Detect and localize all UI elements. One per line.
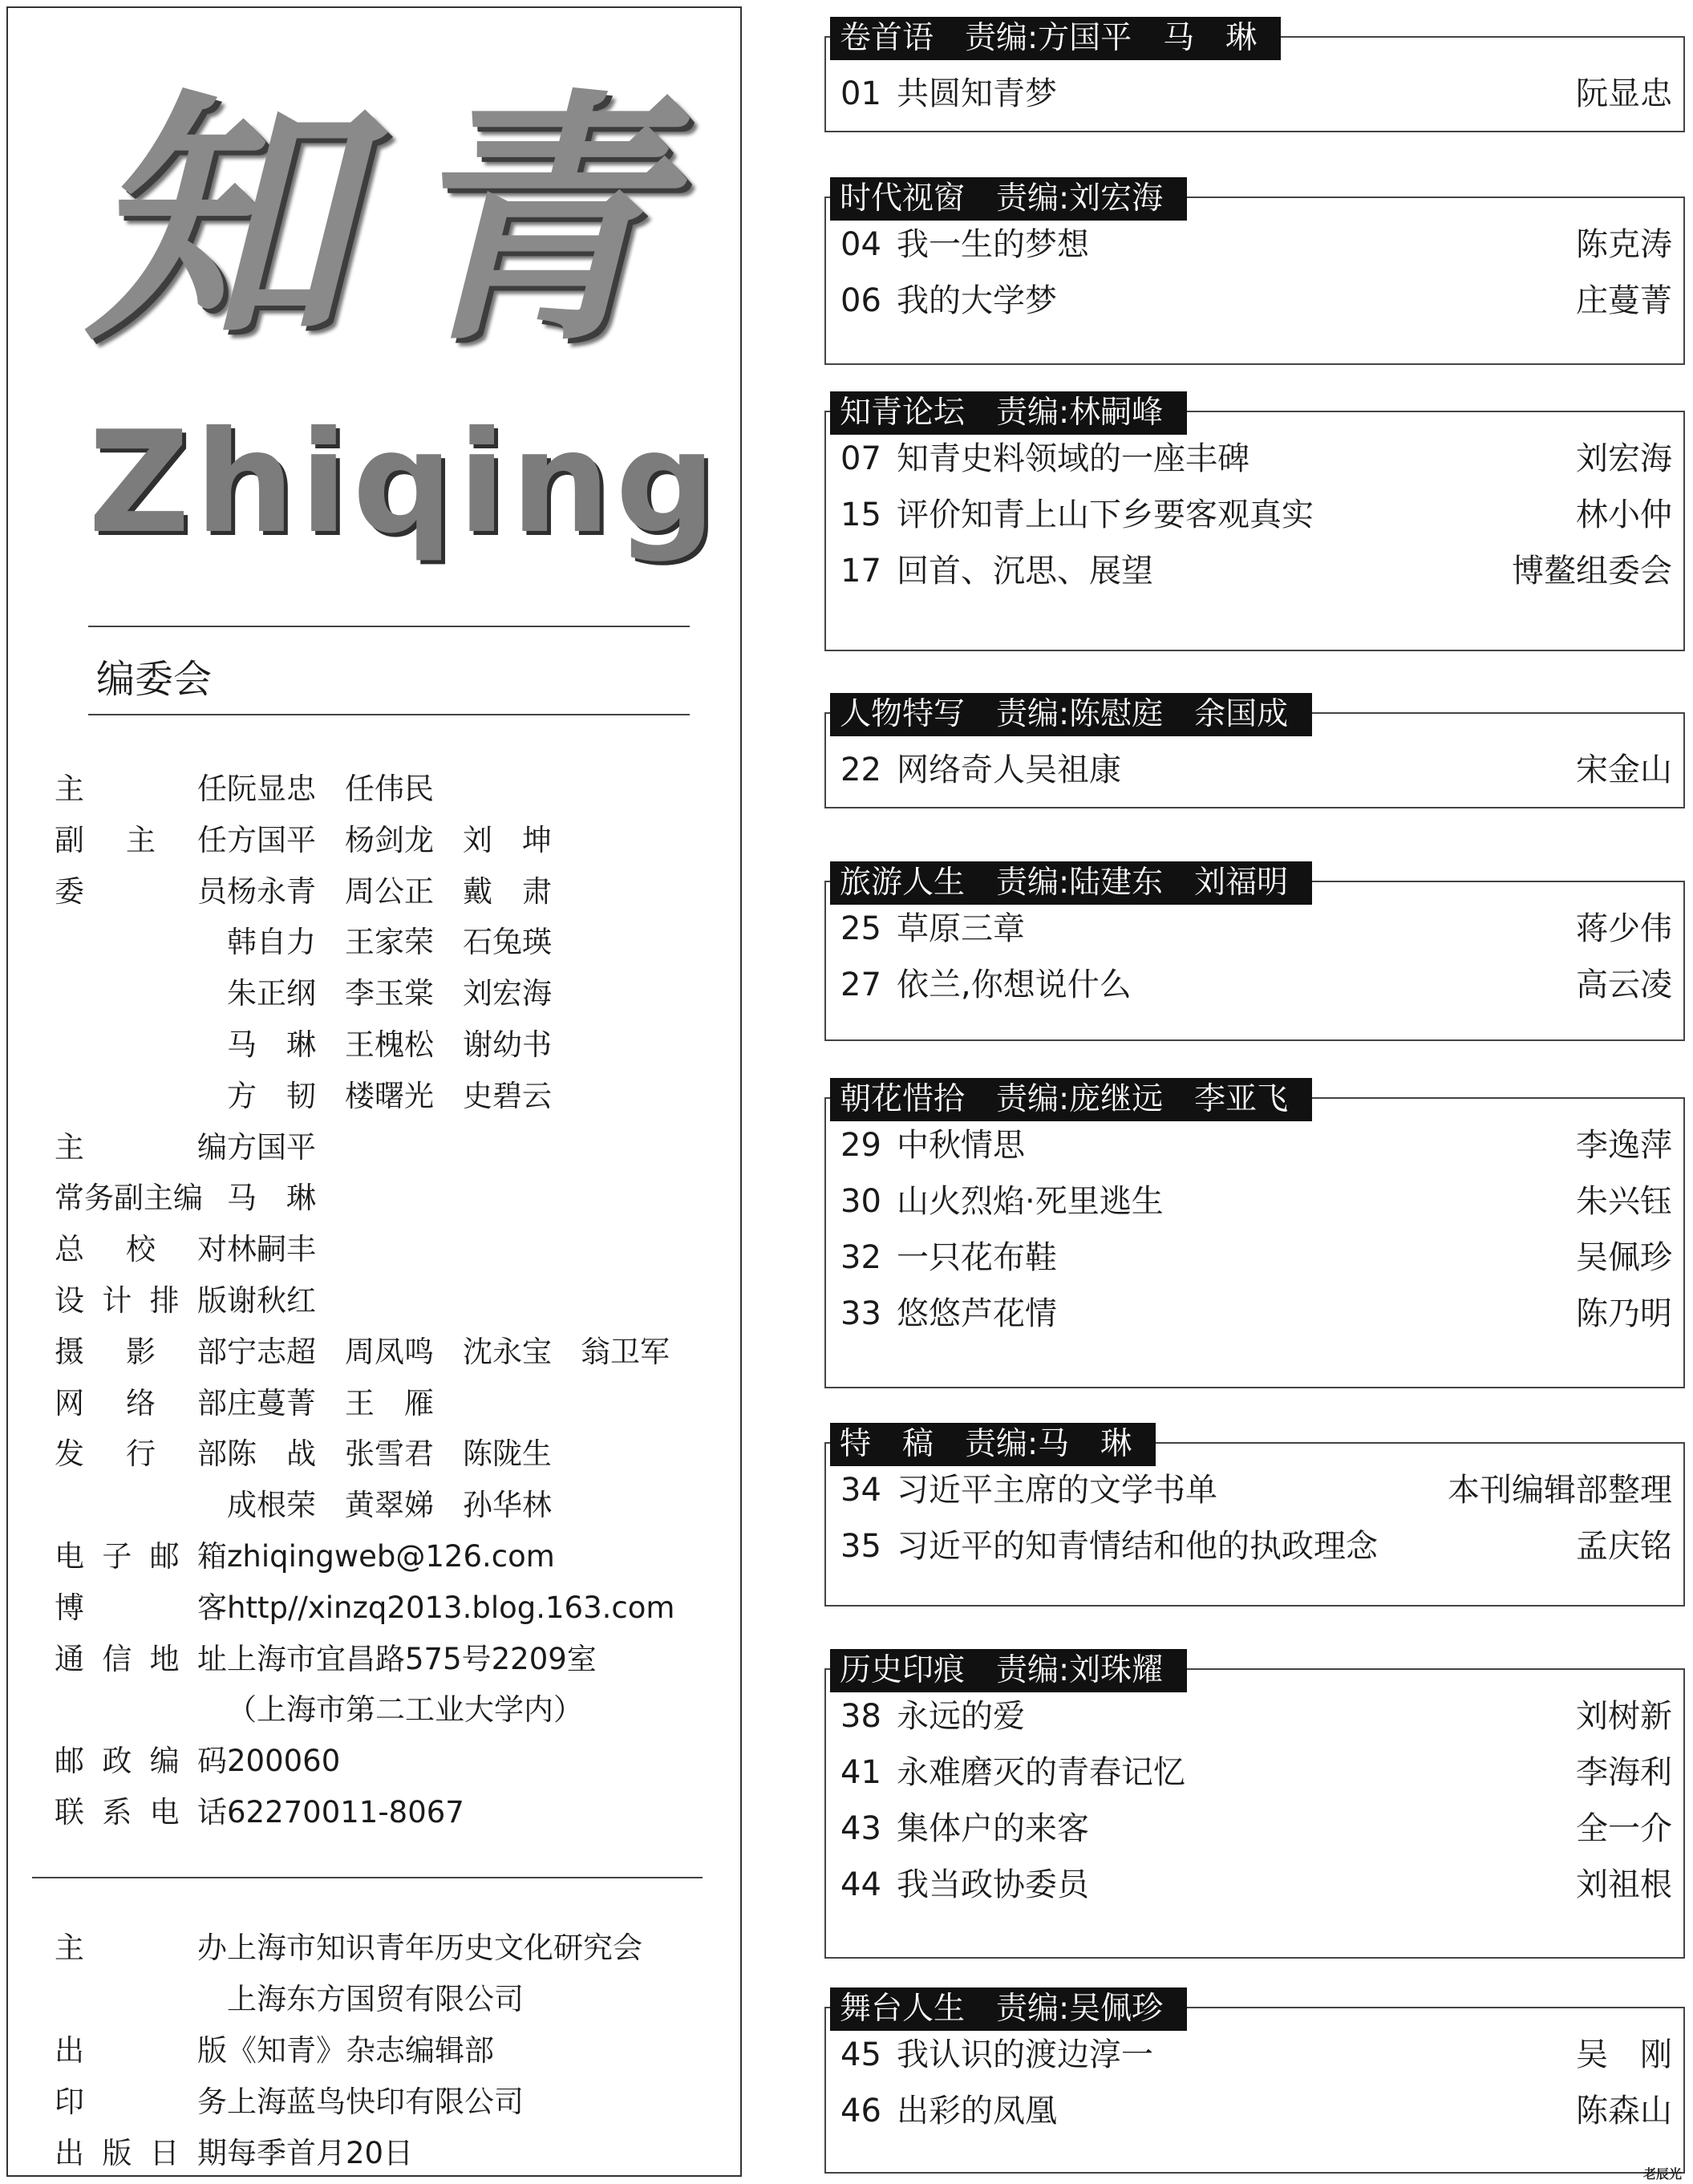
toc-entry[interactable] <box>840 966 1672 1003</box>
staff-names <box>227 1129 345 1165</box>
entry-title: 出彩的凤凰 <box>897 2093 1057 2129</box>
entry-author: 刘祖根 <box>1576 1866 1672 1903</box>
staff-role <box>55 1984 227 2014</box>
entry-page: 44 <box>840 1866 881 1903</box>
entry-author: 博鳌组委会 <box>1512 553 1672 590</box>
staff-names <box>227 1641 626 1676</box>
entry-title: 山火烈焰·死里逃生 <box>897 1183 1164 1220</box>
section-label: 朝花惜拾 责编:庞继远 李亚飞 <box>830 1078 1312 1121</box>
staff-name: 杨剑龙 <box>345 822 434 857</box>
staff-names <box>227 1027 581 1062</box>
staff-row <box>55 1436 581 1472</box>
staff-name: 庄蔓菁 <box>227 1385 316 1420</box>
staff-name: 翁卫军 <box>581 1334 670 1369</box>
entry-author: 林小仲 <box>1576 496 1672 533</box>
staff-name: 黄翠娣 <box>345 1488 434 1523</box>
staff-row <box>55 1232 345 1267</box>
entry-page: 04 <box>840 226 881 263</box>
staff-names <box>227 1436 581 1472</box>
entry-author: 吴佩珍 <box>1576 1239 1672 1276</box>
staff-role: 邮 政 编 码 <box>55 1744 227 1779</box>
staff-row <box>55 1692 612 1728</box>
staff-row <box>55 1283 345 1318</box>
toc-entry[interactable] <box>840 1127 1672 1164</box>
staff-name: 刘 坤 <box>463 822 552 857</box>
entry-title: 我一生的梦想 <box>897 226 1089 263</box>
staff-role: 通 信 地 址 <box>55 1641 227 1676</box>
masthead-panel <box>6 6 742 2177</box>
staff-role <box>55 1490 227 1520</box>
staff-row <box>55 1797 493 1827</box>
staff-names <box>227 1539 584 1574</box>
entry-title: 评价知青上山下乡要客观真实 <box>897 496 1314 533</box>
staff-name: 成根荣 <box>227 1488 316 1523</box>
toc-entry[interactable] <box>840 1810 1672 1847</box>
staff-row <box>55 1590 703 1625</box>
toc-section <box>824 696 1685 808</box>
staff-names <box>227 1744 369 1779</box>
entry-author: 陈乃明 <box>1576 1295 1672 1332</box>
entry-page: 17 <box>840 553 881 590</box>
staff-role: 博 客 <box>55 1590 227 1625</box>
entry-title: 永远的爱 <box>897 1698 1025 1735</box>
staff-names <box>227 1181 345 1216</box>
entry-author: 李海利 <box>1576 1754 1672 1791</box>
entry-page: 33 <box>840 1295 881 1332</box>
toc-section <box>824 865 1685 1041</box>
entry-author: 陈森山 <box>1576 2093 1672 2129</box>
entry-title: 知青史料领域的一座丰碑 <box>897 440 1249 477</box>
staff-names <box>227 1692 612 1728</box>
toc-entry[interactable] <box>840 440 1672 477</box>
staff-name: 陈陇生 <box>463 1436 552 1472</box>
staff-role: 委 员 <box>55 873 227 909</box>
staff-names <box>227 822 581 857</box>
staff-names <box>227 1797 493 1827</box>
toc-section <box>824 1991 1685 2174</box>
staff-name: 宁志超 <box>227 1334 316 1369</box>
toc-entry[interactable] <box>840 754 1672 786</box>
staff-names <box>227 1933 671 1963</box>
staff-name: 李玉棠 <box>345 976 434 1011</box>
staff-name: 上海市宜昌路575号2209室 <box>227 1641 597 1676</box>
staff-name: 陈 战 <box>227 1436 316 1472</box>
entry-page: 22 <box>840 752 881 788</box>
toc-section <box>824 1426 1685 1607</box>
toc-entry[interactable] <box>840 75 1672 112</box>
staff-name: 上海东方国贸有限公司 <box>227 1982 524 2016</box>
section-label: 知青论坛 责编:林嗣峰 <box>830 391 1187 435</box>
staff-name: 史碧云 <box>463 1078 552 1113</box>
staff-row <box>55 1181 345 1216</box>
staff-names <box>227 1488 581 1523</box>
staff-role: 印 务 <box>55 2085 227 2119</box>
staff-name: 周公正 <box>345 873 434 909</box>
staff-names <box>227 2138 442 2168</box>
staff-role: 总 校 对 <box>55 1232 227 1267</box>
staff-role: 主 办 <box>55 1931 227 1965</box>
section-label: 时代视窗 责编:刘宏海 <box>830 177 1187 221</box>
entry-title: 习近平的知青情结和他的执政理念 <box>897 1528 1378 1565</box>
entry-title: 中秋情思 <box>897 1127 1025 1164</box>
entry-page: 07 <box>840 440 881 477</box>
entry-author: 陈克涛 <box>1576 226 1672 263</box>
staff-row <box>55 1744 369 1779</box>
entry-page: 25 <box>840 910 881 947</box>
staff-role <box>55 1695 227 1724</box>
toc-section <box>824 20 1685 132</box>
staff-name: 刘宏海 <box>463 976 552 1011</box>
staff-row <box>55 2087 553 2117</box>
staff-name: 马 琳 <box>227 1181 316 1216</box>
staff-role: 联 系 电 话 <box>55 1795 227 1829</box>
entry-title: 依兰,你想说什么 <box>897 966 1132 1003</box>
staff-name: 谢幼书 <box>463 1027 552 1062</box>
entry-author: 朱兴钰 <box>1576 1183 1672 1220</box>
entry-title: 集体户的来客 <box>897 1810 1089 1847</box>
entry-author: 李逸萍 <box>1576 1127 1672 1164</box>
entry-page: 34 <box>840 1472 881 1509</box>
toc-section <box>824 1081 1685 1388</box>
staff-name: 62270011-8067 <box>227 1795 464 1829</box>
entry-title: 我的大学梦 <box>897 282 1057 319</box>
staff-names <box>227 774 463 804</box>
staff-row <box>55 1027 581 1062</box>
toc-entry[interactable] <box>840 1185 1672 1218</box>
entry-author: 刘宏海 <box>1576 440 1672 477</box>
toc-entry[interactable] <box>840 1295 1672 1332</box>
staff-names <box>227 1385 463 1420</box>
staff-name: 王 雁 <box>345 1385 434 1420</box>
entry-author: 高云凌 <box>1576 966 1672 1003</box>
staff-name: 王家荣 <box>345 925 434 960</box>
staff-role: 电 子 邮 箱 <box>55 1539 227 1574</box>
staff-row <box>55 1078 581 1113</box>
entry-title: 我当政协委员 <box>897 1866 1089 1903</box>
staff-names <box>227 2033 523 2068</box>
staff-role: 主 编 <box>55 1129 227 1165</box>
toc-entry[interactable] <box>840 1866 1672 1903</box>
board-title: 编委会 <box>96 657 213 702</box>
toc-entry[interactable] <box>840 226 1672 263</box>
entry-page: 30 <box>840 1183 881 1220</box>
divider <box>88 714 690 715</box>
staff-names <box>227 1078 581 1113</box>
toc-entry[interactable] <box>840 553 1672 590</box>
staff-name: 沈永宝 <box>463 1334 552 1369</box>
logo-chinese: 知青 <box>84 65 710 376</box>
staff-name: 张雪君 <box>345 1436 434 1472</box>
entry-title: 一只花布鞋 <box>897 1239 1057 1276</box>
staff-name: 石兔瑛 <box>463 925 552 960</box>
staff-role <box>55 927 227 957</box>
staff-role <box>55 1081 227 1111</box>
entry-page: 29 <box>840 1127 881 1164</box>
entry-author: 庄蔓菁 <box>1576 282 1672 319</box>
section-label: 舞台人生 责编:吴佩珍 <box>830 1987 1187 2031</box>
entry-title: 永难磨灭的青春记忆 <box>897 1754 1185 1791</box>
staff-role <box>55 979 227 1008</box>
staff-role: 副 主 任 <box>55 822 227 857</box>
section-label: 历史印痕 责编:刘珠耀 <box>830 1649 1187 1692</box>
section-label: 卷首语 责编:方国平 马 琳 <box>830 17 1281 60</box>
staff-row <box>55 1984 553 2014</box>
staff-names <box>227 976 581 1011</box>
entry-title: 悠悠芦花情 <box>897 1295 1057 1332</box>
staff-row <box>55 774 463 804</box>
entry-page: 27 <box>840 966 881 1003</box>
staff-name: 方 韧 <box>227 1078 316 1113</box>
staff-name: 楼曙光 <box>345 1078 434 1113</box>
entry-author: 全一介 <box>1576 1810 1672 1847</box>
staff-row <box>55 1488 581 1523</box>
staff-row <box>55 1129 345 1165</box>
staff-names <box>227 925 581 960</box>
entry-page: 32 <box>840 1239 881 1276</box>
entry-author: 孟庆铭 <box>1576 1528 1672 1565</box>
staff-role: 摄 影 部 <box>55 1334 227 1369</box>
staff-row <box>55 1641 626 1676</box>
staff-row <box>55 2033 523 2068</box>
staff-role: 出 版 <box>55 2033 227 2068</box>
staff-name: 阮显忠 <box>227 772 316 806</box>
staff-name: 戴 肃 <box>463 873 552 909</box>
staff-name: 方国平 <box>227 1129 316 1165</box>
staff-name: 周凤鸣 <box>345 1334 434 1369</box>
toc-entry[interactable] <box>840 496 1672 533</box>
toc-entry[interactable] <box>840 2095 1672 2127</box>
staff-role: 设 计 排 版 <box>55 1283 227 1318</box>
entry-author: 蒋少伟 <box>1576 910 1672 947</box>
staff-names <box>227 1232 345 1267</box>
toc-entry[interactable] <box>840 910 1672 947</box>
staff-name: 韩自力 <box>227 925 316 960</box>
staff-row <box>55 873 581 909</box>
staff-names <box>227 2087 553 2117</box>
entry-title: 草原三章 <box>897 910 1025 947</box>
staff-row <box>55 925 581 960</box>
toc-entry[interactable] <box>840 2036 1672 2073</box>
staff-name: 马 琳 <box>227 1027 316 1062</box>
toc-entry[interactable] <box>840 1239 1672 1276</box>
staff-role: 常 务 副 主 编 <box>55 1181 203 1216</box>
entry-page: 41 <box>840 1754 881 1791</box>
entry-page: 45 <box>840 2036 881 2073</box>
toc-entry[interactable] <box>840 1472 1672 1509</box>
entry-author: 刘树新 <box>1576 1698 1672 1735</box>
staff-name: 谢秋红 <box>227 1283 316 1318</box>
staff-name: 朱正纲 <box>227 976 316 1011</box>
entry-title: 回首、沉思、展望 <box>897 553 1153 590</box>
section-label: 特 稿 责编:马 琳 <box>830 1423 1156 1466</box>
toc-entry[interactable] <box>840 1698 1672 1735</box>
staff-names <box>227 1590 703 1625</box>
staff-names <box>227 873 581 909</box>
staff-row <box>55 976 581 1011</box>
entry-title: 我认识的渡边淳一 <box>897 2036 1153 2073</box>
toc-section <box>824 180 1685 365</box>
staff-name: 林嗣丰 <box>227 1232 316 1267</box>
toc-section <box>824 1652 1685 1959</box>
staff-row <box>55 822 581 857</box>
staff-role: 网 络 部 <box>55 1385 227 1420</box>
staff-name: （上海市第二工业大学内） <box>227 1692 583 1728</box>
staff-names <box>227 1283 345 1318</box>
entry-title: 习近平主席的文学书单 <box>897 1472 1217 1509</box>
entry-page: 01 <box>840 75 881 112</box>
staff-name: 杨永青 <box>227 873 316 909</box>
staff-name: 上海蓝鸟快印有限公司 <box>227 2085 524 2119</box>
section-label: 人物特写 责编:陈慰庭 余国成 <box>830 693 1312 736</box>
section-label: 旅游人生 责编:陆建东 刘福明 <box>830 861 1312 905</box>
entry-page: 35 <box>840 1528 881 1565</box>
entry-page: 06 <box>840 282 881 319</box>
staff-name: 孙华林 <box>463 1488 552 1523</box>
staff-name: 上海市知识青年历史文化研究会 <box>227 1931 642 1965</box>
staff-role: 出 版 日 期 <box>55 2136 227 2170</box>
entry-author: 本刊编辑部整理 <box>1448 1472 1672 1509</box>
staff-name: http//xinzq2013.blog.163.com <box>227 1590 675 1625</box>
divider <box>32 1877 703 1878</box>
corner-mark: 老辰光 <box>1642 2166 1682 2182</box>
entry-page: 46 <box>840 2093 881 2129</box>
entry-author: 吴 刚 <box>1576 2036 1672 2073</box>
staff-names <box>227 1334 699 1369</box>
staff-row <box>55 1385 463 1420</box>
divider <box>88 626 690 627</box>
staff-name: 200060 <box>227 1744 341 1779</box>
toc-entry[interactable] <box>840 1528 1672 1565</box>
toc-entry[interactable] <box>840 1754 1672 1791</box>
toc-entry[interactable] <box>840 282 1672 319</box>
staff-row <box>55 2138 442 2168</box>
staff-role: 发 行 部 <box>55 1436 227 1472</box>
toc-section <box>824 395 1685 651</box>
entry-page: 15 <box>840 496 881 533</box>
staff-name: zhiqingweb@126.com <box>227 1539 555 1574</box>
entry-page: 38 <box>840 1698 881 1735</box>
entry-title: 共圆知青梦 <box>897 75 1057 112</box>
staff-name: 每季首月20日 <box>227 2136 414 2170</box>
logo-latin: Zhiqing <box>88 402 721 565</box>
entry-page: 43 <box>840 1810 881 1847</box>
staff-row <box>55 1933 671 1963</box>
staff-row <box>55 1334 699 1369</box>
staff-name: 《知青》杂志编辑部 <box>227 2033 494 2068</box>
entry-author: 宋金山 <box>1576 752 1672 788</box>
staff-name: 方国平 <box>227 822 316 857</box>
staff-name: 任伟民 <box>345 772 434 806</box>
staff-name: 王槐松 <box>345 1027 434 1062</box>
staff-role <box>55 1030 227 1060</box>
staff-role: 主 任 <box>55 772 227 806</box>
entry-author: 阮显忠 <box>1576 75 1672 112</box>
staff-row <box>55 1539 584 1574</box>
staff-names <box>227 1984 553 2014</box>
entry-title: 网络奇人吴祖康 <box>897 752 1121 788</box>
